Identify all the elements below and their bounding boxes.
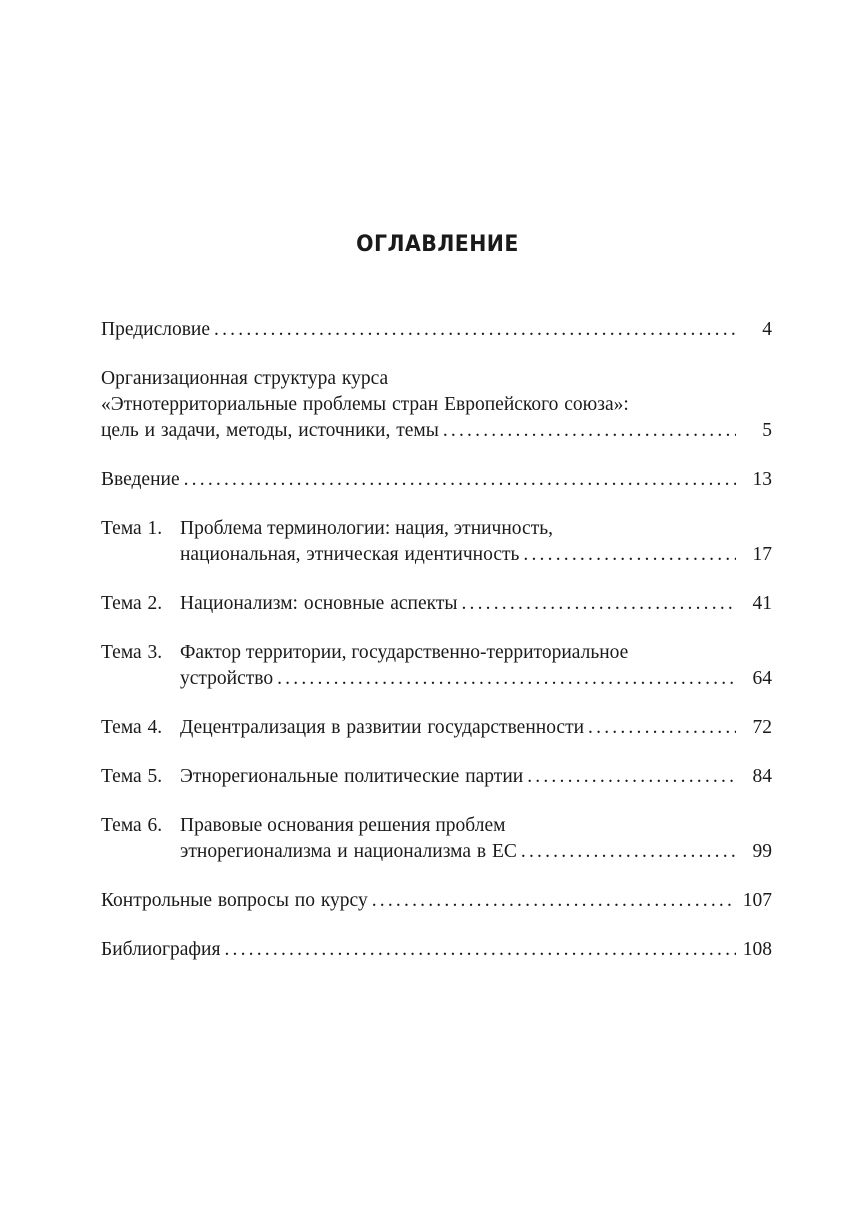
toc-entry-title-line-3: цель и задачи, методы, источники, темы [101, 420, 439, 441]
toc-entry-title: Децентрализация в развитии государственности [180, 717, 585, 738]
toc-line [101, 813, 772, 839]
toc-page-number: 108 [742, 939, 772, 960]
toc-entry-title-line-2: национальная, этническая идентичность [180, 544, 520, 565]
toc-entry-topic-6 [101, 813, 772, 865]
dot-leader [588, 715, 736, 741]
toc-line [101, 764, 772, 790]
topic-label: Тема 1. [101, 518, 163, 539]
toc-entry-topic-4 [101, 715, 772, 741]
toc-page-number: 84 [752, 766, 772, 787]
toc-page-number: 4 [762, 319, 772, 340]
toc-line [101, 839, 772, 865]
dot-leader [184, 467, 736, 493]
toc-page-number: 5 [762, 420, 772, 441]
toc-page-number: 13 [752, 469, 772, 490]
toc-entry-introduction [101, 467, 772, 493]
toc-page-number: 99 [752, 841, 772, 862]
toc-entry-title-line-2: этнорегионализма и национализма в ЕС [180, 841, 517, 862]
toc-line [101, 937, 772, 963]
toc-entry-title-line-2: «Этнотерриториальные проблемы стран Европейского союза»: [101, 394, 629, 415]
dot-leader [443, 418, 736, 444]
toc-entry-title-line-1: Организационная структура курса [101, 368, 389, 389]
dot-leader [523, 542, 736, 568]
dot-leader [277, 666, 736, 692]
toc-line [101, 888, 772, 914]
toc-page-number: 41 [752, 593, 772, 614]
toc-entry-topic-2 [101, 591, 772, 617]
toc-entry-topic-3 [101, 640, 772, 692]
dot-leader [461, 591, 736, 617]
toc-entry-topic-1 [101, 516, 772, 568]
toc-page-number: 17 [752, 544, 772, 565]
toc-entry-title: Предисловие [101, 319, 211, 340]
toc-page-number: 64 [752, 668, 772, 689]
page-title: ОГЛАВЛЕНИЕ [356, 232, 519, 257]
toc-entry-title: Введение [101, 469, 180, 490]
toc-line [101, 467, 772, 493]
toc-entry-title-line-2: устройство [180, 668, 274, 689]
dot-leader [224, 937, 736, 963]
topic-label: Тема 6. [101, 815, 163, 836]
toc-page-number: 107 [742, 890, 772, 911]
table-of-contents [101, 317, 772, 986]
toc-entry-title-line-1: Правовые основания решения проблем [180, 815, 506, 836]
toc-line [101, 418, 772, 444]
topic-label: Тема 3. [101, 642, 163, 663]
dot-leader [527, 764, 736, 790]
toc-entry-bibliography [101, 937, 772, 963]
toc-entry-title: Контрольные вопросы по курсу [101, 890, 368, 911]
toc-entry-title: Этнорегиональные политические партии [180, 766, 524, 787]
toc-page-number: 72 [752, 717, 772, 738]
toc-line [101, 640, 772, 666]
dot-leader [372, 888, 736, 914]
dot-leader [521, 839, 736, 865]
toc-entry-title-line-1: Фактор территории, государственно-территориальное [180, 642, 629, 663]
toc-line [101, 591, 772, 617]
topic-label: Тема 2. [101, 593, 163, 614]
toc-entry-course-structure [101, 366, 772, 444]
toc-line [101, 542, 772, 568]
dot-leader [214, 317, 736, 343]
toc-line [101, 516, 772, 542]
toc-entry-preface [101, 317, 772, 343]
toc-line [101, 715, 772, 741]
toc-entry-title: Библиография [101, 939, 221, 960]
toc-line [101, 317, 772, 343]
toc-entry-review-questions [101, 888, 772, 914]
toc-line [101, 666, 772, 692]
toc-entry-title: Национализм: основные аспекты [180, 593, 458, 614]
topic-label: Тема 4. [101, 717, 163, 738]
toc-entry-title-line-1: Проблема терминологии: нация, этничность, [180, 518, 553, 539]
topic-label: Тема 5. [101, 766, 163, 787]
toc-entry-topic-5 [101, 764, 772, 790]
